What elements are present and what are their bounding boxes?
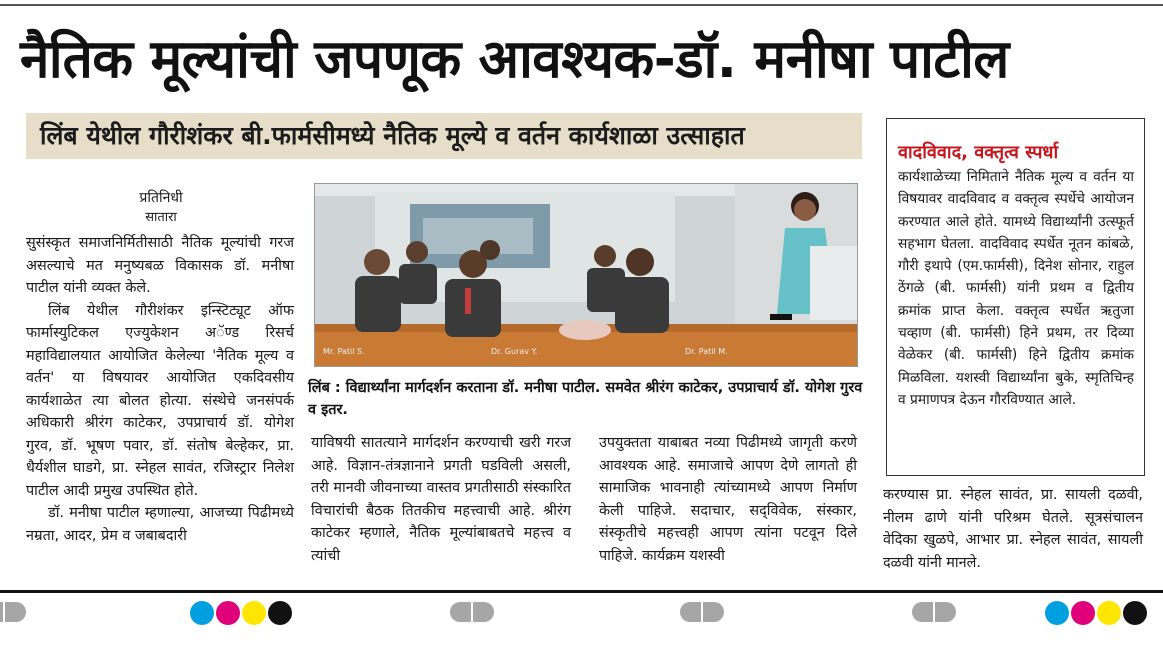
magenta-dot-icon xyxy=(1071,601,1095,625)
paragraph: डॉ. मनीषा पाटील म्हणाल्या, आजच्या पिढीमध्ये नम्रता, आदर, प्रेम व जबाबदारी xyxy=(26,505,294,544)
cyan-dot-icon xyxy=(190,601,214,625)
article-column-4 xyxy=(883,484,1143,574)
black-dot-icon xyxy=(268,601,292,625)
byline-city: सातारा xyxy=(145,210,177,225)
registration-bar-icon xyxy=(450,602,494,622)
event-photo-illustration xyxy=(315,184,857,366)
paragraph: करण्यास प्रा. स्नेहल सावंत, प्रा. सायली दळवी, नीलम ढाणे यांनी परिश्रम घेतले. सूत्रसंचालन वेदिका खुळपे, आभार प्रा. स्नेहल सावंत, सायली दळवी यांनी मानले. xyxy=(883,487,1143,571)
paragraph: याविषयी सातत्याने मार्गदर्शन करण्याची खरी गरज आहे. विज्ञान-तंत्रज्ञानाने प्रगती घडविली असली, तरी मानवी जीवनाच्या वास्तव प्रगतीसाठी संस्कारित विचारांची बैठक तितकीच महत्त्वाची आहे. श्रीरंग काटेकर म्हणाले, नैतिक मूल्यांबाबतचे महत्त्व व त्यांची xyxy=(311,435,571,564)
black-dot-icon xyxy=(1123,601,1147,625)
sidebar-title: वादविवाद, वक्तृत्व स्पर्धा xyxy=(898,142,1059,163)
bottom-rule xyxy=(0,590,1163,593)
yellow-dot-icon xyxy=(242,601,266,625)
nameplate-2: Dr. Gurav Y. xyxy=(491,347,538,356)
event-photo xyxy=(314,183,858,367)
photo-caption: लिंब : विद्यार्थ्यांना मार्गदर्शन करताना डॉ. मनीषा पाटील. समवेत श्रीरंग काटेकर, उपप्राचार्य डॉ. योगेश गुरव व इतर. xyxy=(308,380,863,418)
cyan-dot-icon xyxy=(1045,601,1069,625)
headline: नैतिक मूल्यांची जपणूक आवश्यक-डॉ. मनीषा पाटील xyxy=(20,29,1009,90)
paragraph: उपयुक्तता याबाबत नव्या पिढीमध्ये जागृती करणे आवश्यक आहे. समाजाचे आपण देणे लागतो ही सामाजिक भावनाही त्यांच्यामध्ये आपण निर्माण केली पाहिजे. सदाचार, सद्‌विवेक, संस्कार, संस्कृतीचे महत्त्वही आपण त्यांना पटवून दिले पाहिजे. कार्यक्रम यशस्वी xyxy=(599,435,857,564)
nameplate-3: Dr. Patil M. xyxy=(685,347,728,356)
paragraph: सुसंस्कृत समाजनिर्मितीसाठी नैतिक मूल्यांची गरज असल्याचे मत मनुष्यबळ विकासक डॉ. मनीषा पाटील यांनी व्यक्त केले. xyxy=(26,235,294,296)
article-column-3 xyxy=(599,432,857,567)
byline-reporter: प्रतिनिधी xyxy=(139,190,183,206)
yellow-dot-icon xyxy=(1097,601,1121,625)
article-column-1 xyxy=(26,232,294,547)
magenta-dot-icon xyxy=(216,601,240,625)
nameplate-1: Mr. Patil S. xyxy=(323,347,365,356)
subheadline: लिंब येथील गौरीशंकर बी.फार्मसीमध्ये नैतिक मूल्ये व वर्तन कार्यशाळा उत्साहात xyxy=(26,113,862,159)
top-rule xyxy=(0,4,1163,6)
sidebar-text: कार्यशाळेच्या निमिताने नैतिक मूल्य व वर्तन या विषयावर वादविवाद व वक्तृत्व स्पर्धेचे आयोजन करण्यात आले होते. यामध्ये विद्यार्थ्यांनी उत्स्फूर्त सहभाग घेतला. वादविवाद स्पर्धेत नूतन कांबळे, गौरी इथापे (एम.फार्मसी), दिनेश सोनार, राहुल ठेंगळे (बी. फार्मसी) यांनी प्रथम व द्वितीय क्रमांक प्राप्त केला. वक्तृत्व स्पर्धेत ऋतुजा चव्हाण (बी. फार्मसी) हिने प्रथम, तर दिव्या वेळेकर (बी. फार्मसी) हिने द्वितीय क्रमांक मिळविला. यशस्वी विद्यार्थ्यांना बुके, स्मृतिचिन्ह व प्रमाणपत्र देऊन गौरविण्यात आले. xyxy=(898,169,1134,408)
registration-bar-icon xyxy=(0,602,26,622)
paragraph: लिंब येथील गौरीशंकर इन्स्टिट्यूट ऑफ फार्मास्युटिकल एज्युकेशन अॅण्ड रिसर्च महाविद्यालयात आयोजित केलेल्या 'नैतिक मूल्य व वर्तन' या विषयावर आयोजित एकदिवसीय कार्यशाळेत त्या बोलत होत्या. संस्थेचे जनसंपर्क अधिकारी श्रीरंग काटेकर, उपप्राचार्य डॉ. योगेश गुरव, डॉ. भूषण पवार, डॉ. संतोष बेल्हेकर, प्रा. धैर्यशील घाडगे, प्रा. स्नेहल सावंत, रजिस्ट्रार निलेश पाटील आदी प्रमुख उपस्थित होते. xyxy=(26,302,294,499)
registration-bar-icon xyxy=(680,602,724,622)
byline xyxy=(26,188,296,228)
article-column-2 xyxy=(311,432,571,567)
registration-bar-icon xyxy=(912,602,956,622)
